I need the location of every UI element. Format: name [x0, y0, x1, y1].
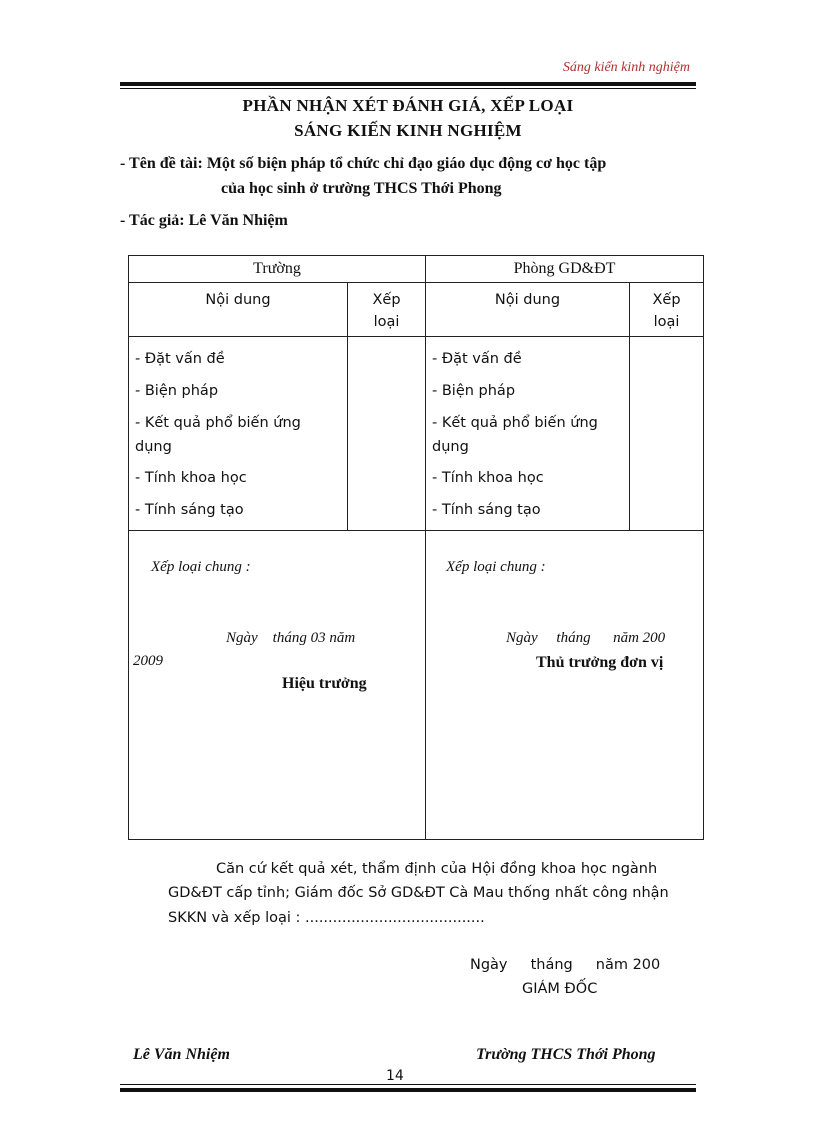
- list-item: - Đặt vấn đề: [432, 351, 522, 367]
- school-content-label: Nội dung: [129, 283, 348, 337]
- conclusion-line3: SKKN và xếp loại : .......................................: [168, 910, 485, 926]
- list-item: - Biện pháp: [135, 383, 219, 399]
- list-item: - Tính khoa học: [135, 470, 247, 486]
- list-item: - Tính sáng tạo: [135, 502, 244, 518]
- school-overall-rank: Xếp loại chung :: [151, 559, 251, 575]
- dept-signer: Thủ trưởng đơn vị: [536, 654, 664, 671]
- running-header: Sáng kiến kinh nghiệm: [562, 60, 690, 75]
- school-date-year: 2009: [133, 653, 163, 669]
- school-header: Trường: [129, 256, 426, 283]
- footer-rule-thin: [120, 1084, 696, 1085]
- footer-author: Lê Văn Nhiệm: [133, 1046, 230, 1063]
- header-rule-thin: [120, 88, 696, 89]
- dept-header: Phòng GD&ĐT: [426, 256, 704, 283]
- conclusion-date-line: Ngày tháng năm 200: [470, 957, 661, 973]
- dept-rank-label: Xếp loại: [630, 283, 704, 337]
- dept-criteria-list: [426, 337, 630, 531]
- school-rank-label: Xếp loại: [348, 283, 426, 337]
- conclusion-line1: Căn cứ kết quả xét, thẩm định của Hội đồng khoa học ngành: [216, 861, 658, 877]
- footer-rule: [120, 1088, 696, 1092]
- dept-rank-cell: [630, 337, 704, 531]
- dept-overall-rank: Xếp loại chung :: [446, 559, 546, 575]
- page-number: 14: [386, 1068, 404, 1084]
- dept-content-label: Nội dung: [426, 283, 630, 337]
- conclusion-line2: GD&ĐT cấp tỉnh; Giám đốc Sở GD&ĐT Cà Mau thống nhất công nhận: [168, 885, 669, 901]
- school-signature-cell: [129, 531, 426, 840]
- school-criteria-list: [129, 337, 348, 531]
- list-item: - Tính khoa học: [432, 470, 544, 486]
- topic-line1: - Tên đề tài: Một số biện pháp tổ chức chỉ đạo giáo dục động cơ học tập: [120, 155, 607, 172]
- school-signer: Hiệu trưởng: [282, 675, 367, 692]
- school-rank-cell: [348, 337, 426, 531]
- author-line: - Tác giả: Lê Văn Nhiệm: [120, 212, 288, 229]
- page-title-line1: PHẦN NHẬN XÉT ĐÁNH GIÁ, XẾP LOẠI: [242, 96, 574, 115]
- evaluation-table: [128, 255, 704, 840]
- list-item: - Kết quả phổ biến ứng dụng: [135, 415, 301, 455]
- list-item: - Đặt vấn đề: [135, 351, 225, 367]
- school-date-line: Ngày tháng 03 năm: [226, 630, 356, 646]
- dept-signature-cell: [426, 531, 704, 840]
- topic-line2: của học sinh ở trường THCS Thới Phong: [221, 180, 502, 197]
- page-title-line2: SÁNG KIẾN KINH NGHIỆM: [294, 121, 522, 140]
- conclusion-signer: GIÁM ĐỐC: [522, 981, 598, 997]
- list-item: - Tính sáng tạo: [432, 502, 541, 518]
- footer-school: Trường THCS Thới Phong: [476, 1046, 656, 1063]
- header-rule: [120, 82, 696, 86]
- list-item: - Kết quả phổ biến ứng dụng: [432, 415, 598, 455]
- dept-date-line: Ngày tháng năm 200: [506, 630, 666, 646]
- list-item: - Biện pháp: [432, 383, 516, 399]
